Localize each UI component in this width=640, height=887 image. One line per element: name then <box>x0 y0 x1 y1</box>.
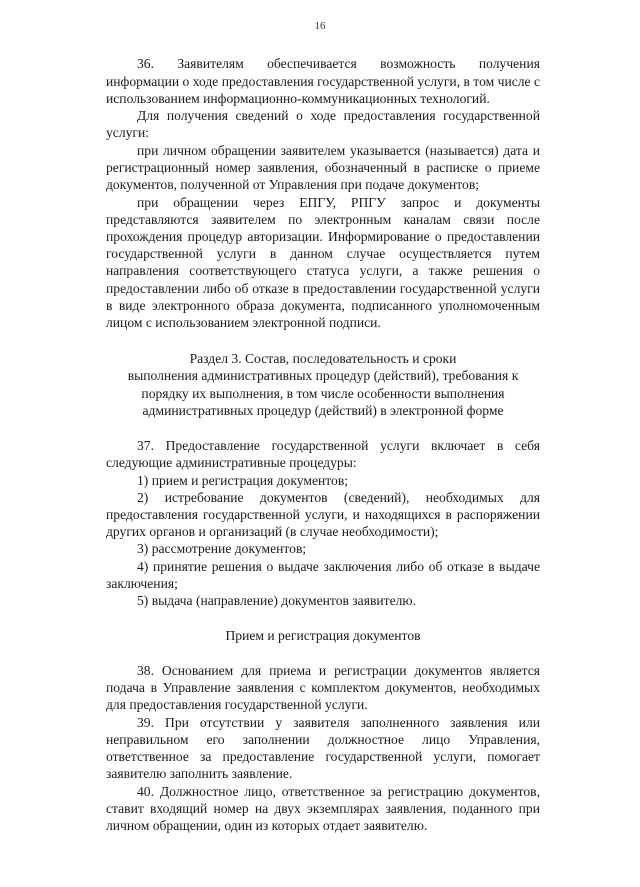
p36d-line-8: лицом с использованием электронной подписи. <box>106 315 381 330</box>
p36-line-3: использованием информационно-коммуникационных технологий. <box>106 91 490 106</box>
p39-line-2: неправильном его заполнении должностное лицо Управления, <box>106 732 540 747</box>
p38-line-1: 38. Основанием для приема и регистрации документов является <box>137 663 540 678</box>
p39-line-1: 39. При отсутствии у заявителя заполненного заявления или <box>137 715 540 730</box>
p36d-line-2: представляются заявителем по электронным каналам связи после <box>106 212 540 227</box>
p36d-line-6: предоставлении либо об отказе в предоставлении государственной услуги <box>106 281 540 296</box>
p36c-line-1: при личном обращении заявителем указывается (называется) дата и <box>137 143 540 158</box>
p37-item-2-line-3: других органов и организаций (в случае необходимости); <box>106 524 439 539</box>
page-number: 16 <box>314 20 326 32</box>
p36c-line-2: регистрационный номер заявления, обозначенный в расписке о приеме <box>106 160 540 175</box>
p37-item-5: 5) выдача (направление) документов заявителю. <box>137 593 416 608</box>
p40-line-1: 40. Должностное лицо, ответственное за регистрацию документов, <box>137 784 540 799</box>
p40-line-3: личном обращении, один из которых отдает заявителю. <box>106 818 428 833</box>
p37-line-1: 37. Предоставление государственной услуги включает в себя <box>137 438 540 453</box>
p37-item-4-line-2: заключения; <box>106 576 178 591</box>
p37-item-3: 3) рассмотрение документов; <box>137 541 307 556</box>
p36d-line-5: направления соответствующего статуса услуги, а также решения о <box>106 263 540 278</box>
p38-line-3: для предоставления государственной услуги. <box>106 697 368 712</box>
p36d-line-7: в виде электронного образа документа, подписанного уполномоченным <box>106 298 540 313</box>
p36c-line-3: документов, полученной от Управления при подаче документов; <box>106 177 480 192</box>
section3-heading-line-3: порядку их выполнения, в том числе особенности выполнения <box>141 386 505 401</box>
p37-item-2-line-1: 2) истребование документов (сведений), необходимых для <box>137 490 540 505</box>
section3-heading-line-2: выполнения административных процедур (действий), требования к <box>127 368 519 383</box>
p39-line-3: ответственное за предоставление государственной услуги, помогает <box>106 749 540 764</box>
p37-item-2-line-2: предоставления государственной услуги, и находящихся в распоряжении <box>106 507 540 522</box>
p36d-line-1: при обращении через ЕПГУ, РПГУ запрос и документы <box>137 195 540 210</box>
section3-heading-line-4: административных процедур (действий) в электронной форме <box>142 403 504 418</box>
p37-line-2: следующие административные процедуры: <box>106 455 357 470</box>
p36-line-1: 36. Заявителям обеспечивается возможность получения <box>137 56 540 71</box>
p36d-line-3: прохождения процедур авторизации. Информирование о предоставлении <box>106 229 540 244</box>
p36b-line-2: услуги: <box>106 125 150 140</box>
section3-heading-line-1: Раздел 3. Состав, последовательность и сроки <box>189 351 457 366</box>
p38-line-2: подача в Управление заявления с комплектом документов, необходимых <box>106 680 540 695</box>
p36-line-2: информации о ходе предоставления государственной услуги, в том числе с <box>106 74 540 89</box>
p40-line-2: ставит входящий номер на двух экземплярах заявления, поданного при <box>106 801 540 816</box>
p37-item-1: 1) прием и регистрация документов; <box>137 473 349 488</box>
p36d-line-4: государственной услуги в данном случае осуществляется путем <box>106 246 540 261</box>
p39-line-4: заявителю заполнить заявление. <box>106 766 293 781</box>
p37-item-4-line-1: 4) принятие решения о выдаче заключения либо об отказе в выдаче <box>137 559 540 574</box>
p36b-line-1: Для получения сведений о ходе предоставления государственной <box>137 108 540 123</box>
subheading-reception: Прием и регистрация документов <box>225 628 421 643</box>
